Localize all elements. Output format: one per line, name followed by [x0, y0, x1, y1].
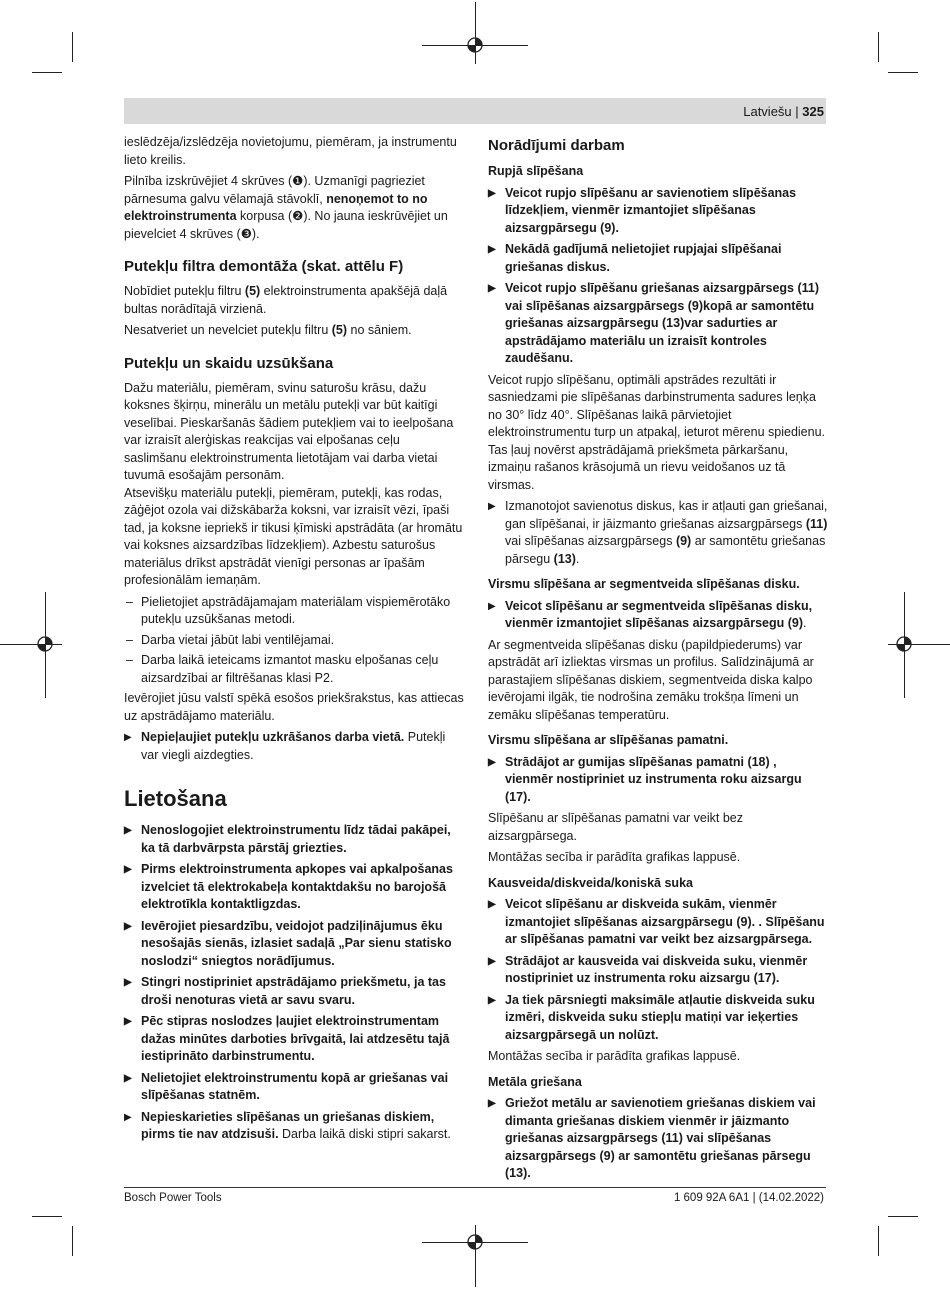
bullet-triangle-icon: ▶	[488, 955, 496, 967]
crop-mark	[878, 1226, 879, 1256]
page-header	[743, 103, 824, 121]
bullet-item: ▶ Ievērojiet piesardzību, veidojot padziļinājumus ēku nesošajās sienās, izlasiet sadaļā „Par sienu statisko noslodzi“ sniegtos norādījumus.	[124, 918, 452, 968]
bullet-item: ▶ Veicot slīpēšanu ar diskveida sukām, vienmēr izmantojiet slīpēšanas aizsargpārsegu (9). . Slīpēšanu ar slīpēšanas pamatni var veikt bez aizsargpārsega.	[488, 897, 825, 946]
footer-doc-id: 1 609 92A 6A1 | (14.02.2022)	[673, 1192, 824, 1204]
bullet-triangle-icon: ▶	[124, 864, 132, 875]
registration-line	[475, 2, 476, 64]
crop-mark	[72, 32, 73, 62]
paragraph: Slīpēšanu ar slīpēšanas pamatni var veikt bez aizsargpārsega.	[488, 811, 743, 843]
paragraph: ieslēdzēja/izslēdzēja novietojumu, piemēram, ja instrumentu lieto kreilis.	[124, 135, 457, 167]
bullet-item: ▶ Ja tiek pārsniegti maksimāle atļautie diskveida suku izmēri, diskveida suku stiepļu matiņi var ieķerties aizsargpārsegā un nolūzt.	[488, 992, 815, 1042]
left-column	[124, 134, 464, 1148]
crop-mark	[32, 1216, 62, 1217]
language-label: Latviešu	[743, 104, 792, 119]
bullet-triangle-icon: ▶	[124, 1072, 132, 1084]
paragraph: Nesatveriet un nevelciet putekļu filtru (5) no sāniem.	[124, 323, 412, 337]
paragraph: Montāžas secība ir parādīta grafikas lappusē.	[488, 850, 741, 864]
paragraph: Ar segmentveida slīpēšanas disku (papildpiederums) var apstrādāt arī izliektas virsmas un profilus. Salīdzinājumā ar parastajiem slīpēšanas diskiem, segmentveida diska kalpo ievērojami ilgāk, tie nodrošina zemāku trokšņa līmeni un zemāku slīpēšanas temperatūru.	[488, 637, 814, 722]
bullet-item: ▶ Nepieļaujiet putekļu uzkrāšanos darba vietā. Putekļi var viegli aizdegties.	[124, 730, 446, 762]
crop-mark	[888, 72, 918, 73]
section-heading: Putekļu un skaidu uzsūkšana	[124, 354, 334, 372]
registration-mark-icon	[895, 635, 913, 653]
bullet-item: ▶ Strādājot ar kausveida vai diskveida suku, vienmēr nostipriniet uz instrumenta roku aizsargu (17).	[488, 953, 808, 985]
crop-mark	[32, 72, 62, 73]
dash-list-item: – Darba vietai jābūt labi ventilējamai.	[124, 632, 464, 650]
bullet-triangle-icon: ▶	[488, 283, 496, 294]
bullet-triangle-icon: ▶	[124, 732, 132, 743]
paragraph: Nobīdiet putekļu filtru (5) elektroinstrumenta apakšējā daļā bultas norādītajā virzienā.	[124, 284, 448, 316]
bullet-triangle-icon: ▶	[488, 994, 496, 1006]
footer-brand: Bosch Power Tools	[124, 1192, 222, 1204]
bullet-item: ▶ Nepieskarieties slīpēšanas un griešanas diskiem, pirms tie nav atdzisuši. Darba laikā diski stipri sakarst.	[124, 1109, 451, 1141]
paragraph: Montāžas secība ir parādīta grafikas lappusē.	[488, 1049, 741, 1063]
subsection-heading: Rupjā slīpēšana	[488, 164, 584, 178]
registration-mark-icon	[466, 1233, 484, 1251]
dash-list-item: – Darba laikā ieteicams izmantot masku elpošanas ceļu aizsardzībai ar filtrēšanas klasi P2.	[126, 653, 439, 685]
bullet-item: ▶ Stingri nostipriniet apstrādājamo priekšmetu, ja tas droši nenoturas vietā ar savu svaru.	[124, 975, 446, 1007]
bullet-triangle-icon: ▶	[488, 501, 496, 512]
bullet-item: ▶ Nekādā gadījumā nelietojiet rupjajai slīpēšanai griešanas diskus.	[488, 242, 782, 274]
dash-icon: –	[126, 653, 133, 667]
bullet-item: ▶ Nelietojiet elektroinstrumentu kopā ar griešanas vai slīpēšanas statnēm.	[124, 1070, 449, 1102]
crop-mark	[878, 32, 879, 62]
paragraph: Pilnība izskrūvējiet 4 skrūves (❶). Uzmanīgi pagrieziet pārnesuma galvu vēlamajā stāvoklī, nenoņemot to no elektroinstrumenta korpusa (❷). No jauna ieskrūvējiet un pievelciet 4 skrūves (❸).	[124, 174, 448, 241]
bullet-triangle-icon: ▶	[488, 244, 496, 255]
paragraph: Ievērojiet jūsu valstī spēkā esošos priekšrakstus, kas attiecas uz apstrādājamo materiālu.	[124, 691, 464, 723]
crop-mark	[72, 1226, 73, 1256]
bullet-triangle-icon: ▶	[124, 920, 132, 932]
subsection-heading: Virsmu slīpēšana ar slīpēšanas pamatni.	[488, 733, 729, 747]
paragraph: Atsevišķu materiālu putekļi, piemēram, putekļi, kas rodas, zāģējot ozola vai dižskābarža koksni, var izraisīt vēzi, īpaši tad, ja koksne iepriekš ir tikusi ķīmiski apstrādāta (ar hromātu vai koksnes aizsardzības līdzekļiem). Azbestu saturošus materiālus drīkst apstrādāt vienīgi personas ar īpašām profesionālām iemaņām.	[124, 485, 463, 587]
subsection-heading: Metāla griešana	[488, 1074, 582, 1089]
dash-icon: –	[126, 594, 133, 609]
header-bar	[124, 98, 826, 124]
crop-mark	[888, 1216, 918, 1217]
bullet-item: ▶ Pēc stipras noslodzes ļaujiet elektroinstrumentam dažas minūtes darboties brīvgaitā, lai atdzesētu tajā iestiprināto darbinstrumentu.	[124, 1014, 450, 1063]
registration-mark-icon	[466, 36, 484, 54]
bullet-item: ▶ Veicot rupjo slīpēšanu ar savienotiem slīpēšanas līdzekļiem, vienmēr izmantojiet slīpēšanas aizsargpārsegu (9).	[488, 185, 797, 235]
header-separator: |	[795, 104, 799, 119]
bullet-triangle-icon: ▶	[124, 1016, 132, 1027]
bullet-triangle-icon: ▶	[488, 187, 496, 199]
dash-list-item: – Pielietojiet apstrādājamajam materiālam vispiemērotāko putekļu uzsūkšanas metodi.	[126, 594, 451, 626]
bullet-triangle-icon: ▶	[488, 756, 496, 768]
bullet-triangle-icon: ▶	[124, 825, 132, 836]
page-number: 325	[802, 104, 824, 119]
bullet-item: ▶ Nenoslogojiet elektroinstrumentu līdz tādai pakāpei, ka tā darbvārpsta pārstāj griezties.	[124, 823, 451, 855]
footer-rule	[124, 1187, 826, 1188]
bullet-triangle-icon: ▶	[488, 899, 496, 910]
bullet-triangle-icon: ▶	[124, 1111, 132, 1123]
chapter-heading: Lietošana	[124, 786, 227, 811]
section-heading: Norādījumi darbam	[488, 137, 625, 154]
section-heading: Putekļu filtra demontāža (skat. attēlu F)	[124, 258, 404, 275]
paragraph: Veicot rupjo slīpēšanu, optimāli apstrādes rezultāti ir sasniedzami pie slīpēšanas darbinstrumenta sadures leņķa no 30° līdz 40°. Slīpēšanas laikā pārvietojiet elektroinstrumentu turp un atpakaļ, ieturot mērenu spiedienu. Tas ļauj novērst apstrādājamā priekšmeta pārkaršanu, izmaiņu rašanos krāsojumā un rievu veidošanos uz tā virsmas.	[488, 372, 825, 492]
right-column	[488, 134, 828, 1187]
bullet-item: ▶ Pirms elektroinstrumenta apkopes vai apkalpošanas izvelciet tā elektrokabeļa kontaktdakšu no barojošā elektrotīkla kontaktligzdas.	[124, 862, 453, 911]
dash-icon: –	[126, 632, 133, 647]
bullet-item: ▶ Veicot slīpēšanu ar segmentveida slīpēšanas disku, vienmēr izmantojiet slīpēšanas aizsargpārsegu (9).	[488, 598, 813, 630]
bullet-item: ▶ Izmanotojot savienotus diskus, kas ir atļauti gan griešanai, gan slīpēšanai, ir jāizmanto griešanas aizsargpārsegs (11) vai slīpēšanas aizsargpārsegs (9) ar samontētu griešanas pārsegu (13).	[488, 499, 828, 566]
subsection-heading: Virsmu slīpēšana ar segmentveida slīpēšanas disku.	[488, 577, 800, 591]
bullet-triangle-icon: ▶	[124, 977, 132, 988]
bullet-triangle-icon: ▶	[488, 1098, 496, 1109]
registration-mark-icon	[36, 635, 54, 653]
bullet-triangle-icon: ▶	[488, 600, 496, 612]
bullet-item: ▶ Strādājot ar gumijas slīpēšanas pamatni (18) , vienmēr nostipriniet uz instrumenta roku aizsargu (17).	[488, 754, 802, 804]
bullet-item: ▶ Griežot metālu ar savienotiem griešanas diskiem vai dimanta griešanas diskiem vienmēr ir jāizmanto griešanas aizsargpārsegs (11) vai slīpēšanas aizsargpārsegs (9) ar samontētu griešanas pārsegu (13).	[488, 1096, 816, 1180]
subsection-heading: Kausveida/diskveida/koniskā suka	[488, 875, 693, 890]
paragraph: Dažu materiālu, piemēram, svinu saturošu krāsu, dažu koksnes šķirņu, minerālu un metālu putekļi var būt kaitīgi veselībai. Pieskaršanās šādiem putekļiem vai to ieelpošana var izraisīt alerģiskas reakcijas vai elpošanas ceļu saslimšanu elektroinstrumenta lietotājam vai darba vietai tuvumā esošajām personām.	[124, 380, 454, 482]
bullet-item: ▶ Veicot rupjo slīpēšanu griešanas aizsargpārsegs (11) vai slīpēšanas aizsargpārsegs (9)kopā ar samontētu griešanas aizsargpārsegu (13)var sadurties ar apstrādājamo materiālu un izraisīt kontroles zaudēšanu.	[488, 281, 820, 365]
